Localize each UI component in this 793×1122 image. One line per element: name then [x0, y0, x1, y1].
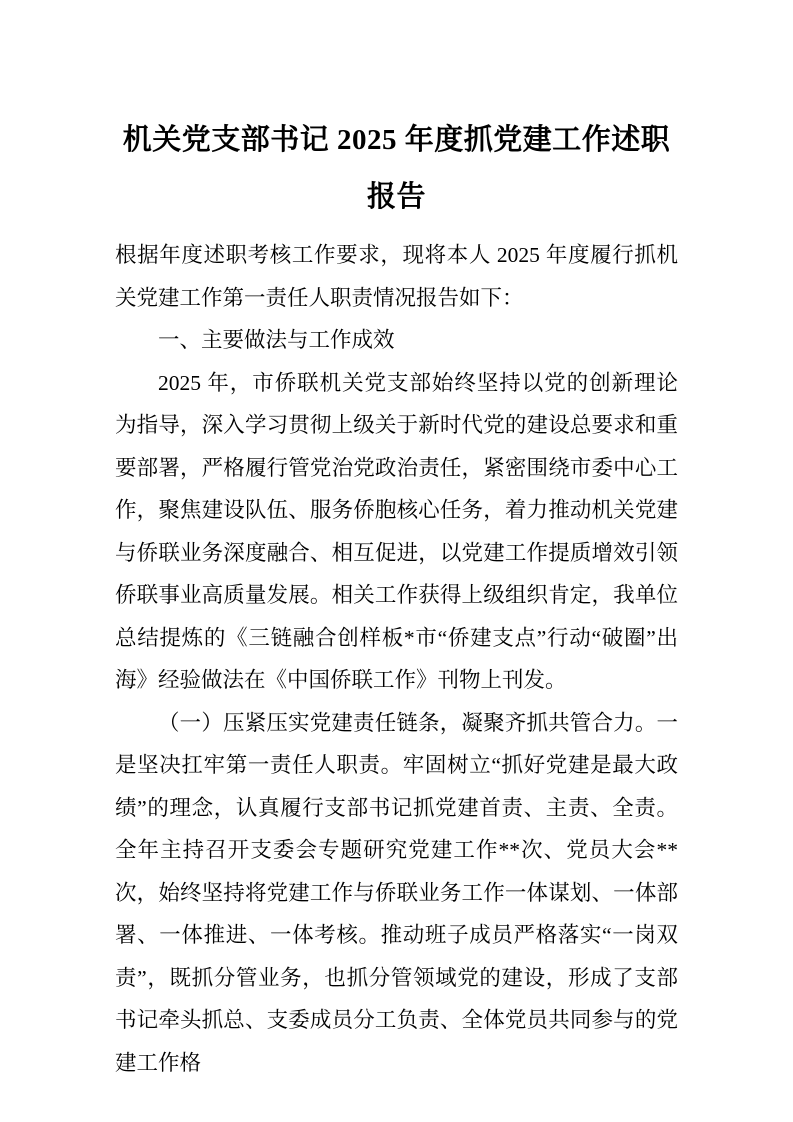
paragraph-subsection-1: （一）压紧压实党建责任链条，凝聚齐抓共管合力。一是坚决扛牢第一责任人职责。牢固树立“抓好党建是最大政绩”的理念，认真履行支部书记抓党建首责、主责、全责。全年主持召开支委会专题研究党建工作**次、党员大会**次，始终坚持将党建工作与侨联业务工作一体谋划、一体部署、一体推进、一体考核。推动班子成员严格落实“一岗双责”，既抓分管业务，也抓分管领域党的建设，形成了支部书记牵头抓总、支委成员分工负责、全体党员共同参与的党建工作格	[115, 710, 678, 1075]
document-title	[115, 112, 678, 226]
paragraph-intro: 根据年度述职考核工作要求，现将本人 2025 年度履行抓机关党建工作第一责任人职责情况报告如下：	[115, 243, 678, 310]
section-heading-1: 一、主要做法与工作成效	[158, 328, 395, 352]
paragraph-overview: 2025 年，市侨联机关党支部始终坚持以党的创新理论为指导，深入学习贯彻上级关于新时代党的建设总要求和重要部署，严格履行管党治党政治责任，紧密围绕市委中心工作，聚焦建设队伍、服务侨胞核心任务，着力推动机关党建与侨联业务深度融合、相互促进，以党建工作提质增效引领侨联事业高质量发展。相关工作获得上级组织肯定，我单位总结提炼的《三链融合创样板*市“侨建支点”行动“破圈”出海》经验做法在《中国侨联工作》刊物上刊发。	[115, 370, 678, 692]
document-body	[115, 234, 678, 1084]
document-title-line-2: 报告	[366, 181, 426, 213]
document-title-line-1: 机关党支部书记 2025 年度抓党建工作述职	[122, 124, 671, 156]
